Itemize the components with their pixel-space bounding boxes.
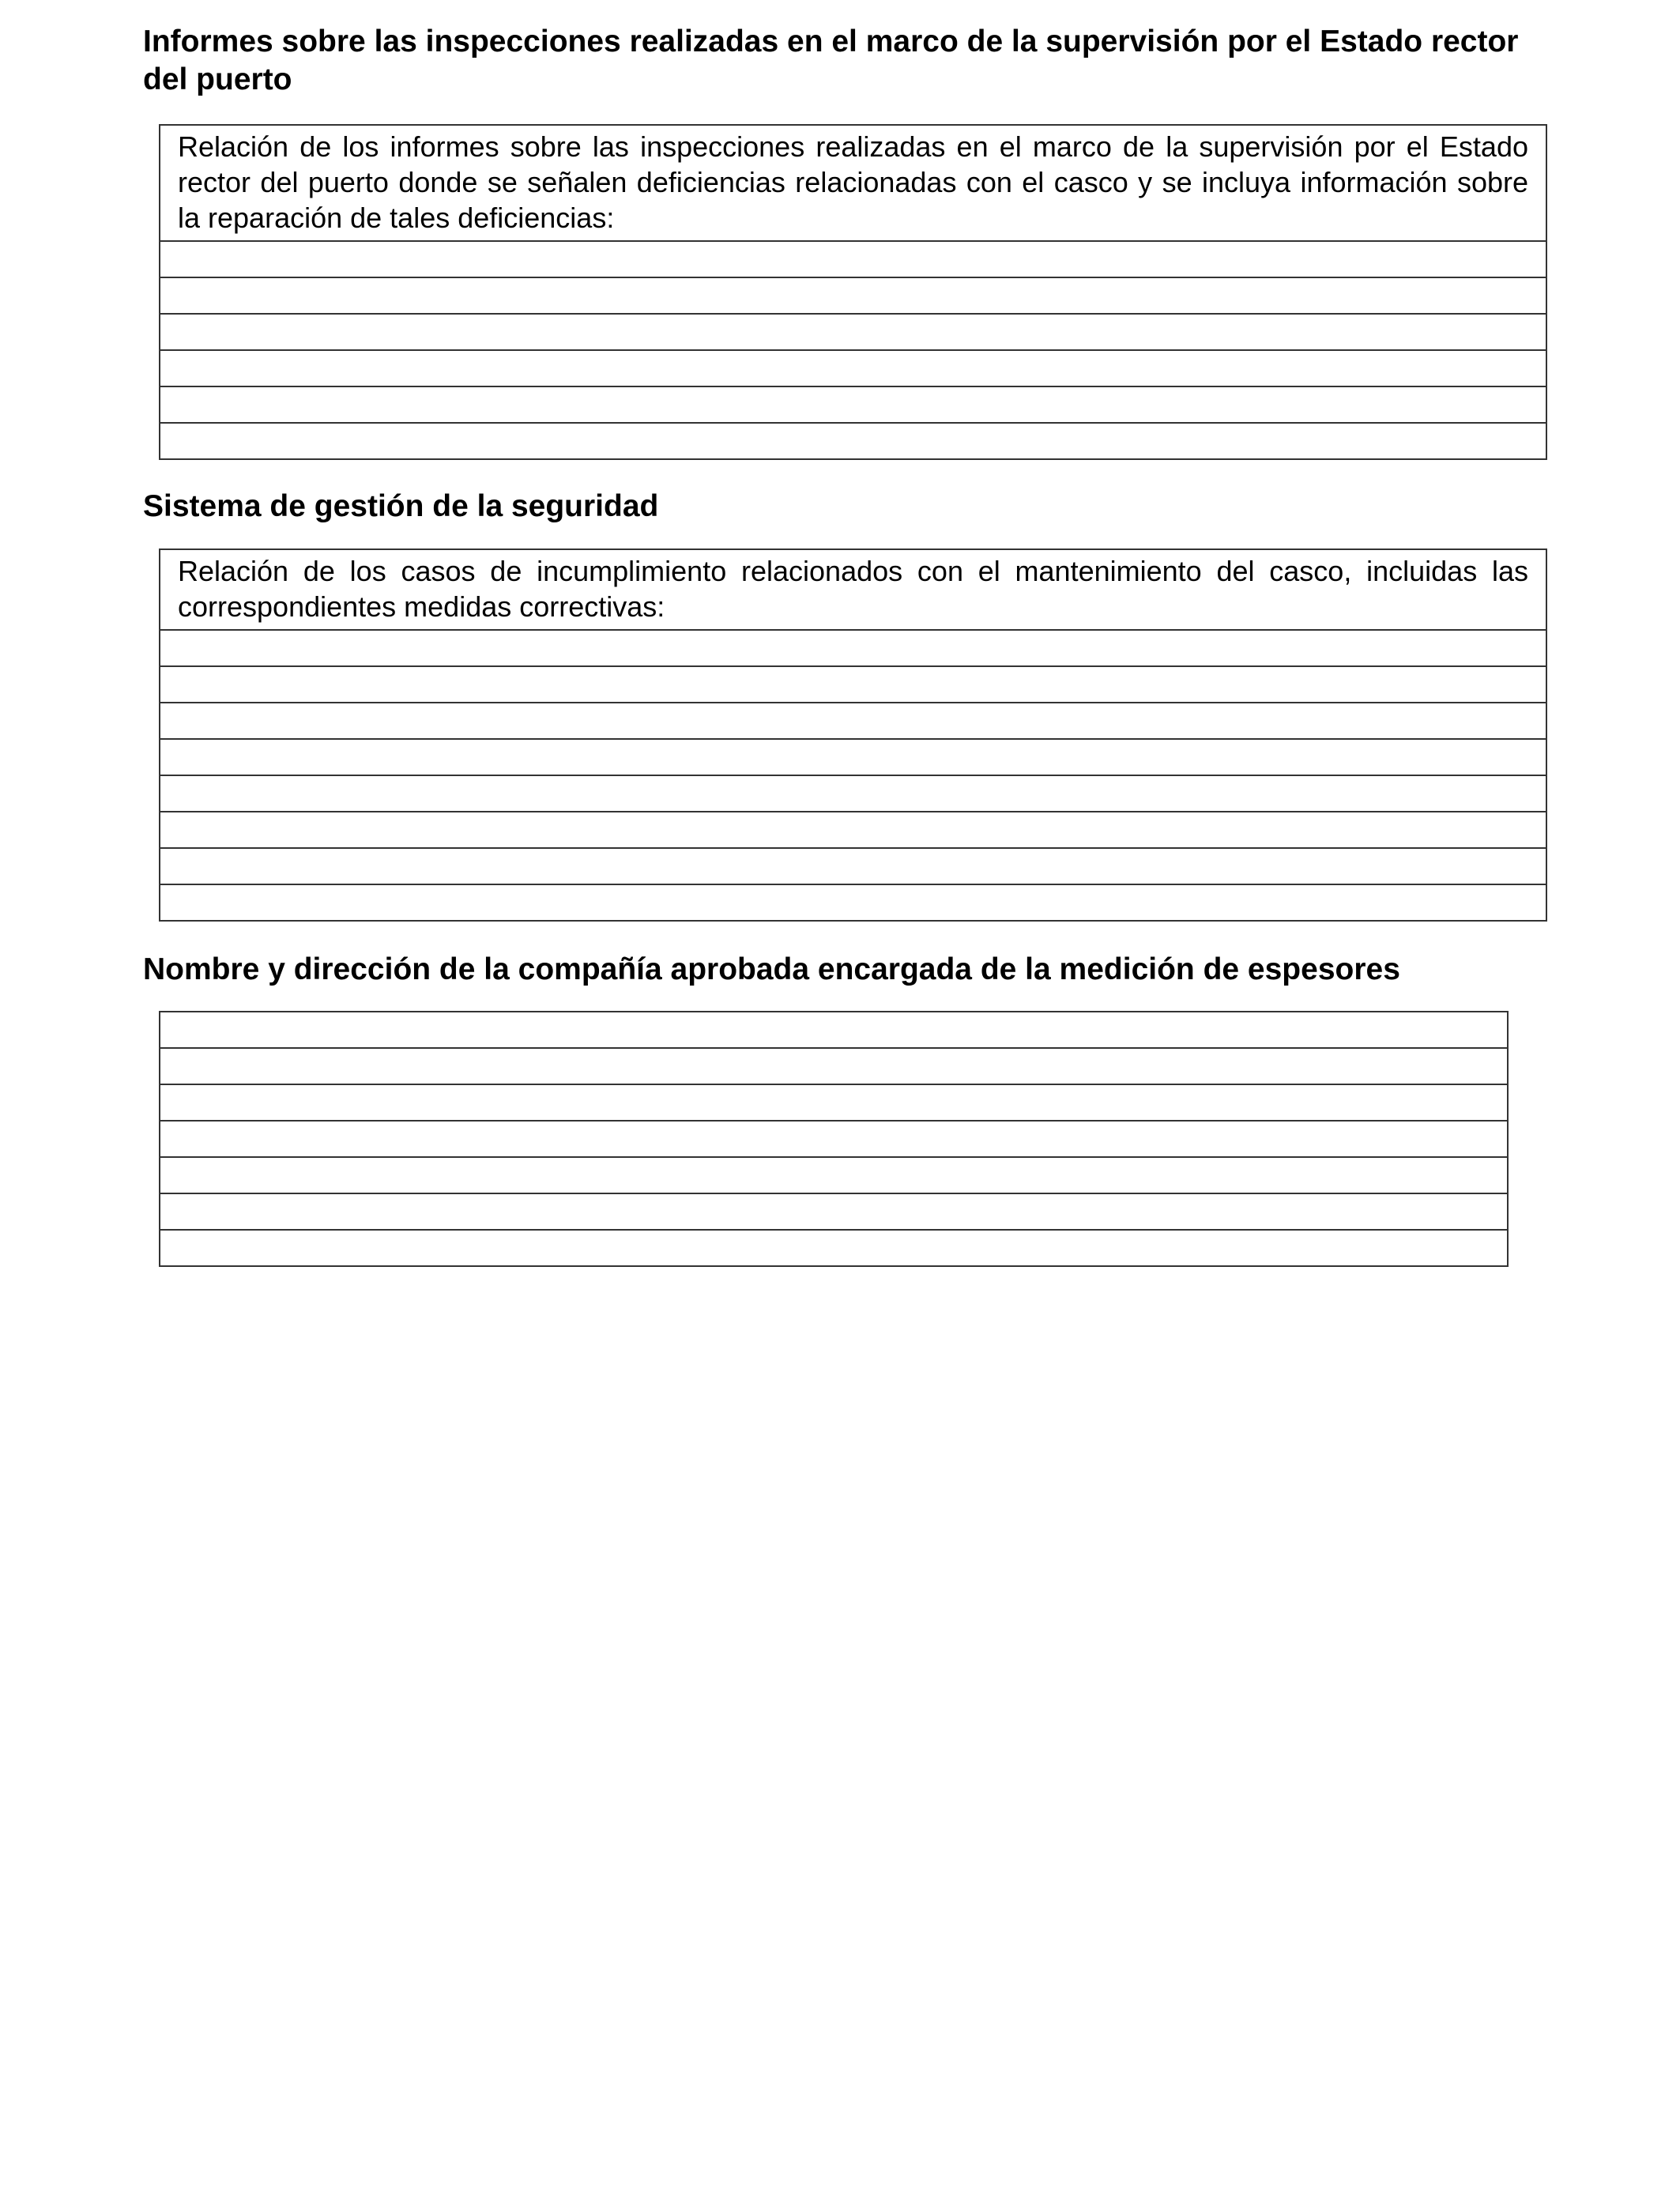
blank-entry-cell[interactable] [160, 1084, 1508, 1121]
blank-entry-cell[interactable] [160, 848, 1546, 884]
safety-management-table [159, 548, 1547, 922]
blank-entry-cell[interactable] [160, 350, 1546, 386]
blank-row [160, 884, 1546, 921]
blank-row [160, 666, 1546, 703]
blank-entry-cell[interactable] [160, 423, 1546, 459]
blank-row [160, 703, 1546, 739]
blank-entry-cell[interactable] [160, 630, 1546, 666]
blank-row [160, 630, 1546, 666]
blank-entry-cell[interactable] [160, 1193, 1508, 1230]
blank-entry-cell[interactable] [160, 241, 1546, 277]
thickness-company-table [159, 1011, 1509, 1267]
thickness-company-table-body [160, 1012, 1508, 1266]
blank-row [160, 241, 1546, 277]
blank-entry-cell[interactable] [160, 314, 1546, 350]
psc-reports-table [159, 124, 1547, 460]
blank-entry-cell[interactable] [160, 1230, 1508, 1266]
blank-entry-cell[interactable] [160, 386, 1546, 423]
blank-entry-cell[interactable] [160, 666, 1546, 703]
table-header-row [160, 549, 1546, 630]
blank-row [160, 277, 1546, 314]
blank-row [160, 1230, 1508, 1266]
psc-reports-table-body [160, 125, 1546, 459]
blank-entry-cell[interactable] [160, 775, 1546, 812]
blank-entry-cell[interactable] [160, 812, 1546, 848]
blank-row [160, 1084, 1508, 1121]
safety-management-table-body [160, 549, 1546, 921]
blank-entry-cell[interactable] [160, 1157, 1508, 1193]
blank-entry-cell[interactable] [160, 1121, 1508, 1157]
section-title-safety-management: Sistema de gestión de la seguridad [143, 489, 659, 523]
blank-entry-cell[interactable] [160, 1012, 1508, 1048]
section-title-psc-reports: Informes sobre las inspecciones realizadas en el marco de la supervisión por el Estado rector del puerto [143, 25, 1519, 96]
blank-row [160, 1157, 1508, 1193]
blank-row [160, 350, 1546, 386]
psc-reports-header-cell: Relación de los informes sobre las inspecciones realizadas en el marco de la supervisión por el Estado rector del puerto donde se señalen deficiencias relacionadas con el casco y se incluya información sobre la reparación de tales deficiencias: [160, 125, 1546, 241]
blank-row [160, 1012, 1508, 1048]
blank-row [160, 775, 1546, 812]
blank-row [160, 812, 1546, 848]
table-header-row [160, 125, 1546, 241]
blank-entry-cell[interactable] [160, 703, 1546, 739]
blank-row [160, 848, 1546, 884]
blank-entry-cell[interactable] [160, 739, 1546, 775]
section-title-thickness-company: Nombre y dirección de la compañía aprobada encargada de la medición de espesores [143, 952, 1400, 986]
blank-row [160, 1193, 1508, 1230]
blank-row [160, 1048, 1508, 1084]
blank-entry-cell[interactable] [160, 884, 1546, 921]
blank-row [160, 1121, 1508, 1157]
blank-row [160, 739, 1546, 775]
blank-row [160, 386, 1546, 423]
blank-row [160, 314, 1546, 350]
blank-entry-cell[interactable] [160, 277, 1546, 314]
blank-row [160, 423, 1546, 459]
safety-management-header-cell: Relación de los casos de incumplimiento relacionados con el mantenimiento del casco, incluidas las correspondientes medidas correctivas: [160, 549, 1546, 630]
blank-entry-cell[interactable] [160, 1048, 1508, 1084]
